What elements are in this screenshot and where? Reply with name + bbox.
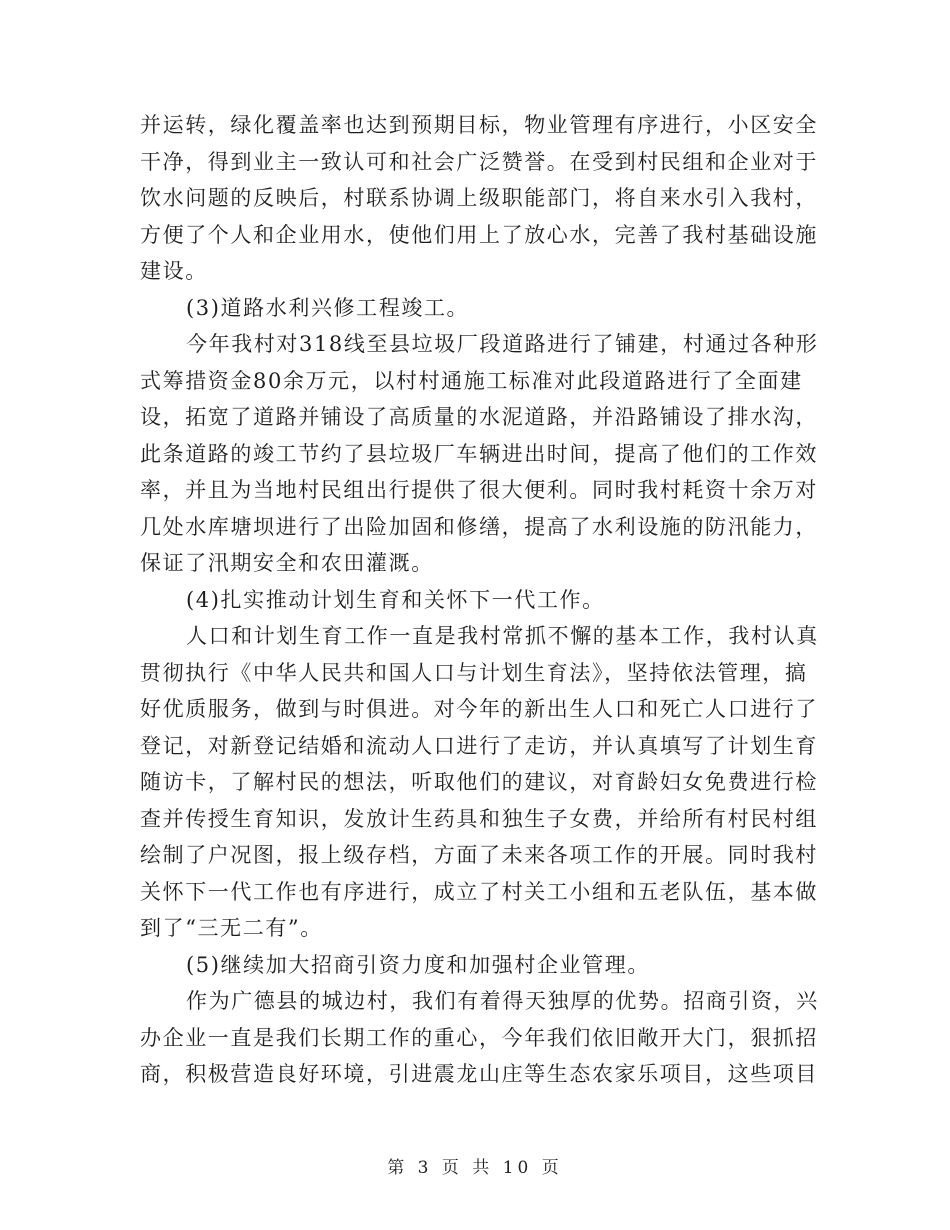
page-number-footer: 第 3 页 共 10 页 bbox=[387, 1158, 563, 1178]
paragraph-infrastructure: 并运转，绿化覆盖率也达到预期目标，物业管理有序进行，小区安全干净，得到业主一致认可和社会广泛赞誉。在受到村民组和企业对于饮水问题的反映后，村联系协调上级职能部门，将自来水引入我村，方便了个人和企业用水，使他们用上了放心水，完善了我村基础设施建设。 bbox=[140, 113, 818, 283]
paragraph-family-planning: 人口和计划生育工作一直是我村常抓不懈的基本工作，我村认真贯彻执行《中华人民共和国人口与计划生育法》，坚持依法管理，搞好优质服务，做到与时俱进。对今年的新出生人口和死亡人口进行了登记，对新登记结婚和流动人口进行了走访，并认真填写了计划生育随访卡，了解村民的想法，听取他们的建议，对育龄妇女免费进行检查并传授生育知识，发放计生药具和独生子女费，并给所有村民村组绘制了户况图，报上级存档，方面了未来各项工作的开展。同时我村关怀下一代工作也有序进行，成立了村关工小组和五老队伍，基本做到了“三无二有”。 bbox=[140, 624, 819, 940]
paragraph-investment: 作为广德县的城边村，我们有着得天独厚的优势。招商引资，兴办企业一直是我们长期工作的重心，今年我们依旧敞开大门，狠抓招商，积极营造良好环境，引进震龙山庄等生态农家乐项目，这些项目 bbox=[140, 989, 819, 1086]
paragraph-road-construction: 今年我村对318线至县垃圾厂段道路进行了铺建，村通过各种形式筹措资金80余万元，以村村通施工标准对此段道路进行了全面建设，拓宽了道路并铺设了高质量的水泥道路，并沿路铺设了排水沟，此条道路的竣工节约了县垃圾厂车辆进出时间，提高了他们的工作效率，并且为当地村民组出行提供了很大便利。同时我村耗资十余万对几处水库塘坝进行了出险加固和修缮，提高了水利设施的防汛能力，保证了汛期安全和农田灌溉。 bbox=[140, 332, 819, 575]
heading-investment: (5)继续加大招商引资力度和加强村企业管理。 bbox=[186, 952, 650, 977]
document-body bbox=[140, 107, 820, 1093]
heading-family-planning: (4)扎实推动计划生育和关怀下一代工作。 bbox=[186, 587, 605, 612]
heading-road-water-project: (3)道路水利兴修工程竣工。 bbox=[186, 295, 470, 320]
